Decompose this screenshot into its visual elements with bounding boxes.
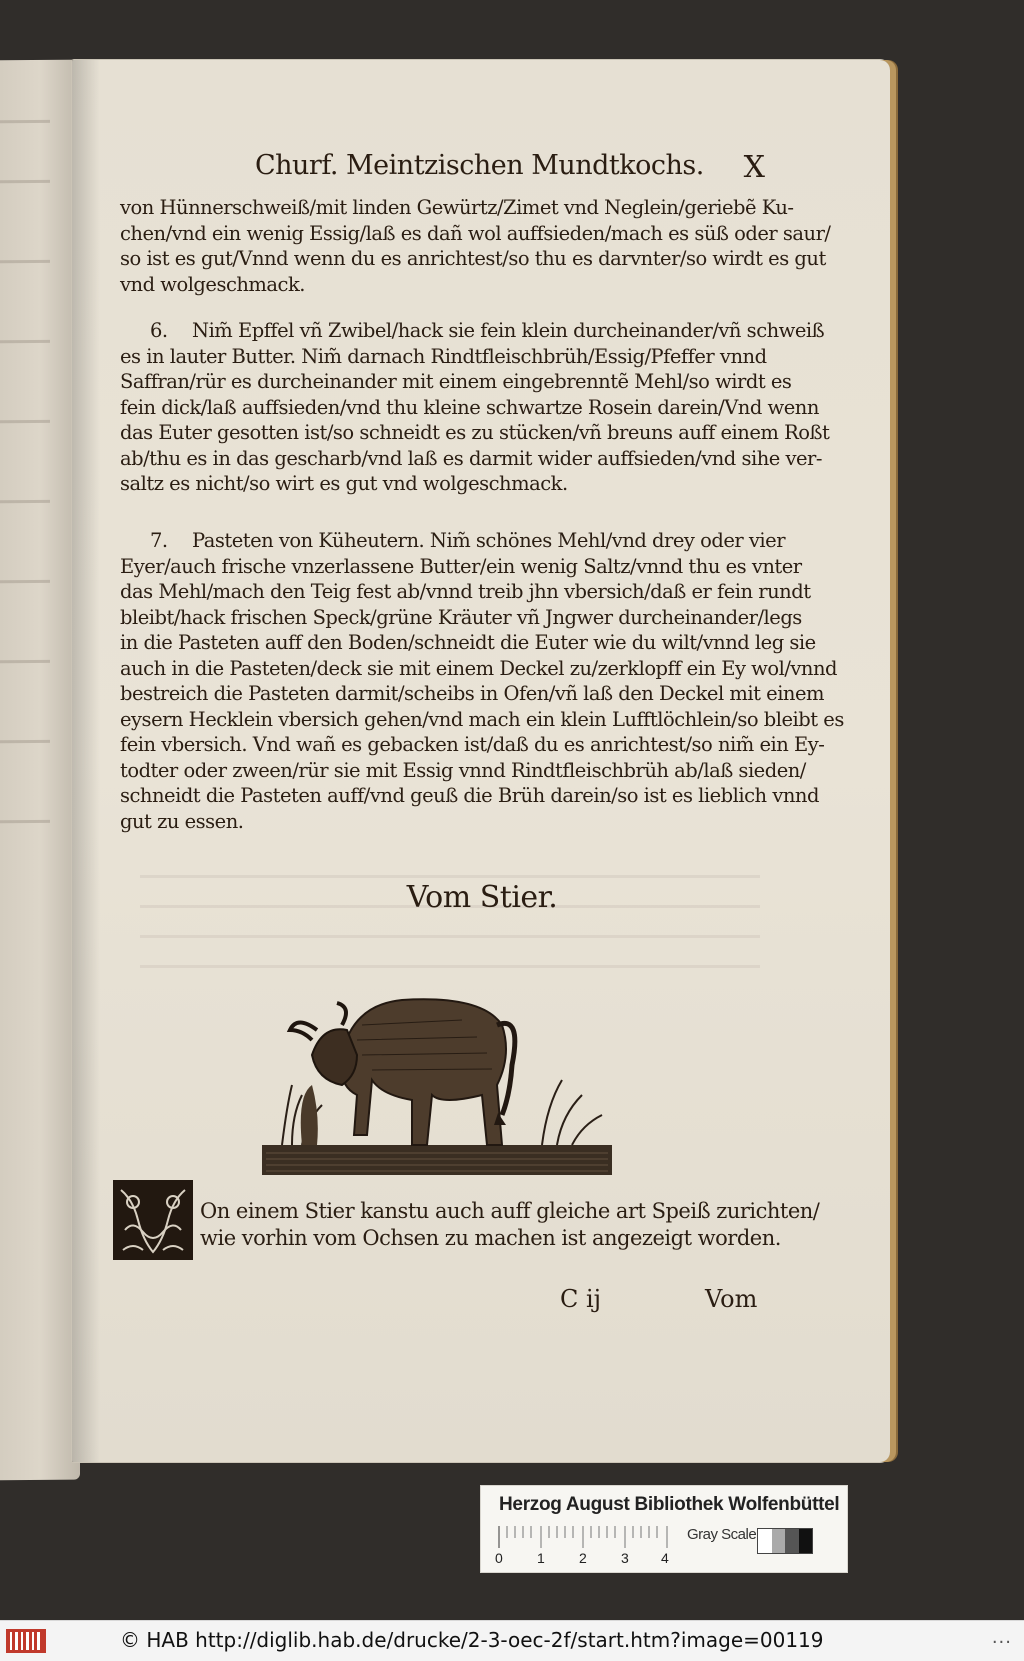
library-color-card <box>480 1485 848 1573</box>
text-line: saltz es nicht/so wirt es gut vnd wolgeschmack. <box>120 472 568 495</box>
more-options-icon[interactable]: ... <box>991 1627 1012 1648</box>
text-line: auch in die Pasteten/deck sie mit einem Deckel zu/zerklopff ein Ey wol/vnnd <box>120 656 838 680</box>
text-line: fein dick/laß auffsieden/vnd thu kleine schwartze Rosein darein/Vnd wenn <box>120 395 819 419</box>
copyright-link[interactable]: © HAB http://diglib.hab.de/drucke/2-3-oec-2f/start.htm?image=00119 <box>120 1628 824 1652</box>
library-name: Herzog August Bibliothek Wolfenbüttel <box>499 1494 840 1515</box>
section-title: Vom Stier. <box>406 880 558 915</box>
text-line: das Mehl/mach den Teig fest ab/vnnd treib jhn vbersich/daß er fein rundt <box>120 580 811 603</box>
gray-scale-swatch <box>757 1528 813 1554</box>
text-line: Nim̃ Epffel vñ Zwibel/hack sie fein klein durcheinander/vñ schweiß <box>192 319 825 342</box>
ruler-number: 1 <box>537 1550 545 1566</box>
text-line: so ist es gut/Vnnd wenn du es anrichtest/so thu es darvnter/so wirdt es gut <box>120 247 826 270</box>
text-line: eysern Hecklein vbersich gehen/vnd mach ein klein Lufftlöchlein/so bleibt es <box>120 707 844 731</box>
catchword: Vom <box>705 1285 758 1313</box>
recipe-number: 7. <box>150 529 168 552</box>
ruler-scale <box>499 1526 669 1548</box>
running-head-title: Churf. Meintzischen Mundtkochs. <box>255 150 704 181</box>
closing-paragraph <box>200 1198 820 1252</box>
text-line: das Euter gesotten ist/so schneidt es zu stücken/vñ breuns auff einem Roßt <box>120 421 830 444</box>
viewer-footer <box>0 1620 1024 1661</box>
text-line: chen/vnd ein wenig Essig/laß es dañ wol auffsieden/mach es süß oder saur/ <box>120 221 831 245</box>
recipe-7-paragraph <box>120 528 844 834</box>
text-line: gut zu essen. <box>120 809 244 833</box>
facing-page-edge <box>0 60 80 1481</box>
text-line: ab/thu es in das gescharb/vnd laß es darmit wider auffsieden/vnd sihe ver- <box>120 446 822 470</box>
text-line: es in lauter Butter. Nim̃ darnach Rindtfleischbrüh/Essig/Pfeffer vnnd <box>120 344 767 368</box>
text-line: todter oder zween/rür sie mit Essig vnnd Rindtfleischbrüh ab/laß sieden/ <box>120 758 806 782</box>
continuation-paragraph <box>120 195 831 297</box>
bull-woodcut-illustration <box>262 985 612 1185</box>
text-line: fein vbersich. Vnd wañ es gebacken ist/daß du es anrichtest/so nim̃ ein Ey- <box>120 733 825 756</box>
ruler-number: 3 <box>621 1550 629 1566</box>
ruler-number: 0 <box>495 1550 503 1566</box>
text-line: Saffran/rür es durcheinander mit einem eingebrenntẽ Mehl/so wirdt es <box>120 370 792 393</box>
running-head <box>255 150 765 185</box>
folio-number: X <box>743 150 765 185</box>
text-line: Eyer/auch frische vnzerlassene Butter/ein wenig Saltz/vnnd thu es vnter <box>120 554 802 578</box>
text-line: bleibt/hack frischen Speck/grüne Kräuter vñ Jngwer durcheinander/legs <box>120 605 802 629</box>
ruler-number: 4 <box>661 1550 669 1566</box>
text-line: Pasteten von Küheutern. Nim̃ schönes Mehl/vnd drey oder vier <box>192 529 786 552</box>
signature-mark: C ij <box>560 1285 602 1313</box>
ruler-number: 2 <box>579 1550 587 1566</box>
text-line: vnd wolgeschmack. <box>120 272 305 296</box>
hab-logo-icon[interactable] <box>6 1629 46 1653</box>
text-line: bestreich die Pasteten darmit/scheibs in Ofen/vñ laß den Deckel mit einem <box>120 682 825 705</box>
decorated-initial-v <box>113 1180 193 1260</box>
gray-scale-label: Gray Scale <box>687 1526 757 1543</box>
text-line: On einem Stier kanstu auch auff gleiche art Speiß zurichten/ <box>200 1199 820 1223</box>
text-line: wie vorhin vom Ochsen zu machen ist angezeigt worden. <box>200 1226 781 1250</box>
text-line: von Hünnerschweiß/mit linden Gewürtz/Zimet vnd Neglein/geriebẽ Ku- <box>120 196 794 219</box>
recipe-number: 6. <box>150 319 168 342</box>
text-line: schneidt die Pasteten auff/vnd geuß die Brüh darein/so ist es lieblich vnnd <box>120 784 819 807</box>
text-line: in die Pasteten auff den Boden/schneidt die Euter wie du wilt/vnnd leg sie <box>120 631 816 654</box>
recipe-6-paragraph <box>120 318 830 497</box>
